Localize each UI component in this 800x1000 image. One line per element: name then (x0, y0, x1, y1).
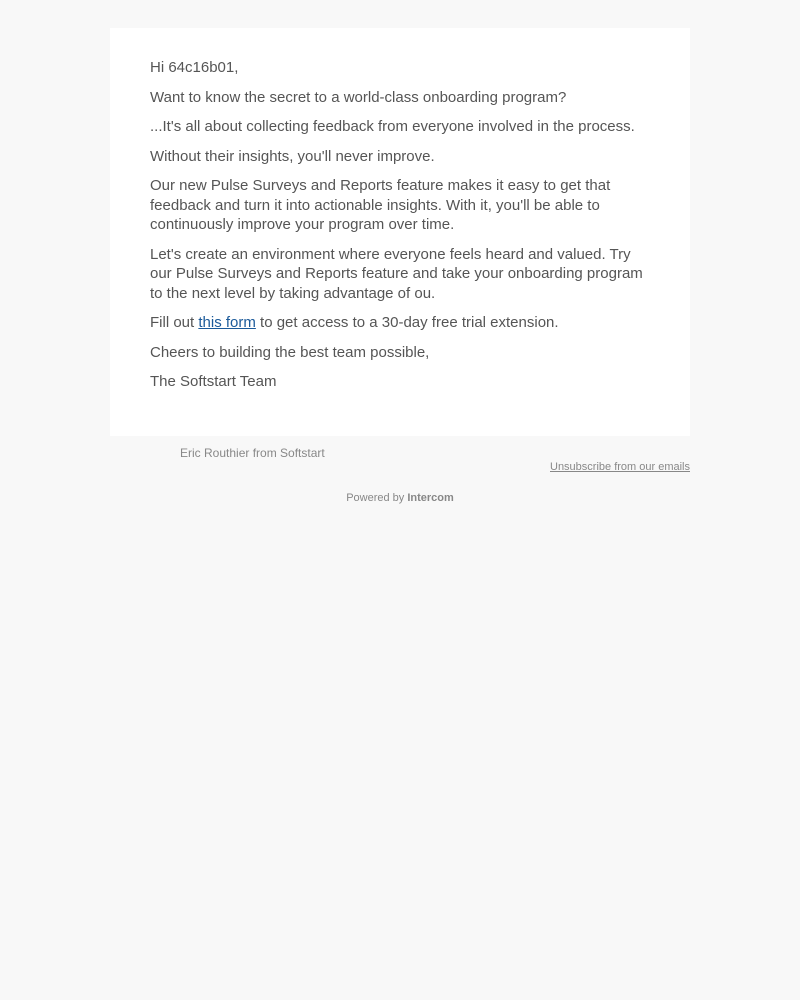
unsubscribe-link[interactable]: Unsubscribe from our emails (550, 461, 690, 473)
powered-by-prefix: Powered by (346, 492, 408, 504)
powered-by (0, 492, 800, 504)
signature: The Softstart Team (150, 373, 277, 390)
sender-name: Eric Routhier from Softstart (180, 446, 325, 460)
intercom-brand[interactable]: Intercom (407, 492, 454, 504)
email-body (110, 28, 690, 436)
this-form-link[interactable]: this form (198, 314, 256, 331)
paragraph-feature: Our new Pulse Surveys and Reports feature makes it easy to get that feedback and turn it into actionable insights. With it, you'll be able to continuously improve your program over time. (150, 177, 611, 233)
paragraph-form (150, 313, 650, 333)
paragraph-feedback: ...It's all about collecting feedback from everyone involved in the process. (150, 118, 635, 135)
greeting: Hi 64c16b01, (150, 59, 239, 76)
paragraph-intro: Want to know the secret to a world-class onboarding program? (150, 88, 567, 106)
form-text-after: to get access to a 30-day free trial extension. (255, 314, 559, 331)
closing-line: Cheers to building the best team possible, (150, 343, 430, 361)
paragraph-environment: Let's create an environment where everyone feels heard and valued. Try our Pulse Surveys and Reports feature and take your onboarding program to the next level by taking advantage of ou. (150, 245, 643, 302)
paragraph-insights: Without their insights, you'll never improve. (150, 147, 435, 165)
form-text-before: Fill out (150, 314, 199, 331)
